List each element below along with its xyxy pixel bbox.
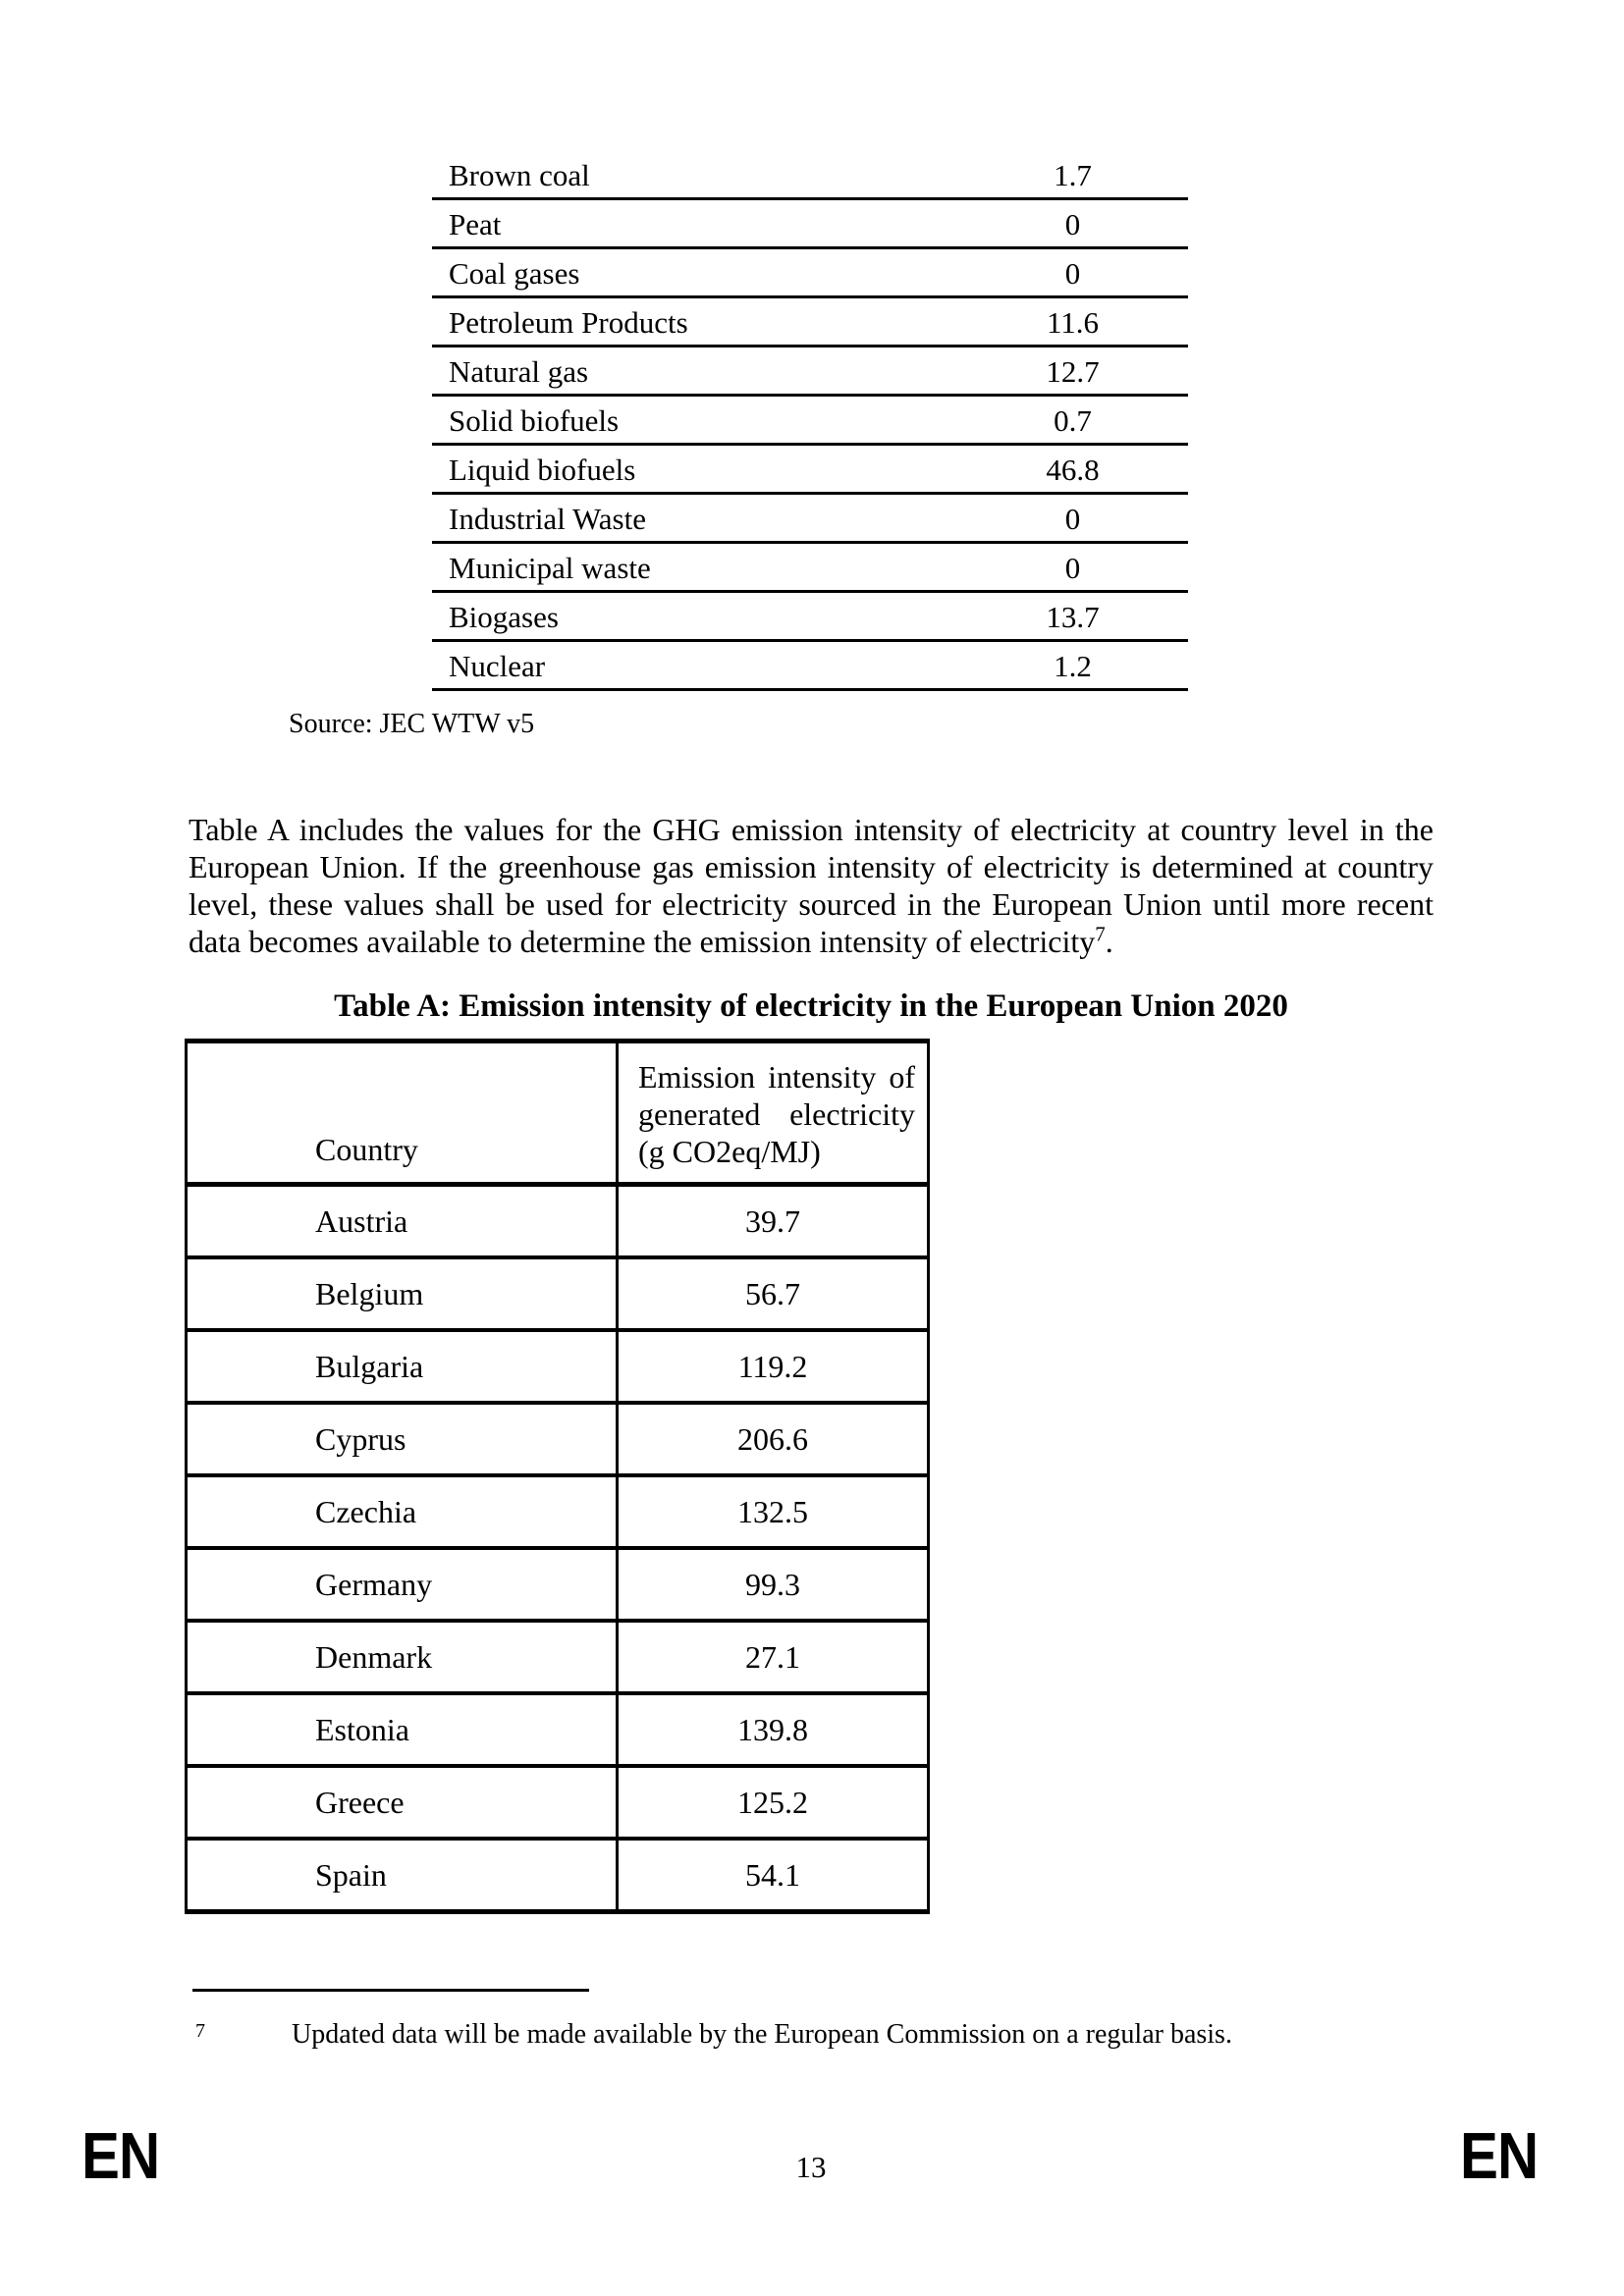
table-a-row <box>188 1695 927 1768</box>
fuel-label: Peat <box>449 207 502 241</box>
fuel-table-row <box>432 347 1188 397</box>
fuel-table-row <box>432 249 1188 298</box>
table-a-value-cell: 206.6 <box>737 1420 808 1457</box>
footnote-marker: 7 <box>195 2020 205 2042</box>
fuel-label: Natural gas <box>449 354 589 389</box>
table-a-value-cell: 56.7 <box>745 1275 800 1311</box>
fuel-table-row <box>432 397 1188 446</box>
language-marker-right: EN <box>1460 2119 1539 2193</box>
table-a-header-emission-line: Emission intensity of <box>638 1059 915 1095</box>
table-a-row <box>188 1405 927 1477</box>
table-a-row <box>188 1477 927 1550</box>
table-a-row <box>188 1841 927 1909</box>
fuel-value: 11.6 <box>1046 305 1100 340</box>
table-a-header-row <box>188 1043 927 1187</box>
fuel-label: Petroleum Products <box>449 305 688 340</box>
table-a-country-cell: Belgium <box>188 1259 619 1328</box>
table-a-value-cell: 119.2 <box>737 1348 808 1384</box>
fuel-value: 1.2 <box>1054 649 1092 683</box>
table-a-country-cell: Cyprus <box>188 1405 619 1473</box>
language-marker-left: EN <box>81 2119 160 2193</box>
table-a-country-cell: Germany <box>188 1550 619 1619</box>
table-a-country-cell: Czechia <box>188 1477 619 1546</box>
fuel-value: 13.7 <box>1046 600 1100 634</box>
fuel-label: Nuclear <box>449 649 546 683</box>
fuel-table-row <box>432 151 1188 200</box>
table-a-header-emission-cell <box>619 1043 927 1182</box>
table-a-header-emission-line: (g CO2eq/MJ) <box>638 1134 821 1169</box>
fuel-value: 1.7 <box>1054 158 1092 192</box>
fuel-table-row <box>432 544 1188 593</box>
fuel-value: 12.7 <box>1046 354 1100 389</box>
table-a-country-cell: Bulgaria <box>188 1332 619 1401</box>
fuel-value: 0 <box>1064 256 1081 291</box>
table-a-value-cell: 27.1 <box>745 1638 800 1675</box>
table-a-country-cell: Estonia <box>188 1695 619 1764</box>
table-a-country-cell: Spain <box>188 1841 619 1909</box>
table-a-row <box>188 1768 927 1841</box>
table-a-country-cell: Austria <box>188 1187 619 1255</box>
fuel-table-row <box>432 298 1188 347</box>
table-a-country-cell: Greece <box>188 1768 619 1837</box>
paragraph-last-line-tail: . <box>1105 924 1113 959</box>
body-paragraph <box>189 811 1434 960</box>
fuel-label: Liquid biofuels <box>449 453 636 487</box>
fuel-value: 46.8 <box>1046 453 1100 487</box>
table-a-value-cell: 99.3 <box>745 1566 800 1602</box>
table-a-row <box>188 1623 927 1695</box>
fuel-value: 0 <box>1064 207 1081 241</box>
fuel-table-row <box>432 593 1188 642</box>
table-a-header-country-label: Country <box>315 1132 418 1167</box>
table-a-value-cell: 139.8 <box>737 1711 808 1747</box>
table-a-value-cell: 125.2 <box>737 1784 808 1820</box>
table-a-row <box>188 1187 927 1259</box>
table-a-value-cell: 132.5 <box>737 1493 808 1529</box>
fuel-table-row <box>432 446 1188 495</box>
fuel-table-row <box>432 495 1188 544</box>
table-a-header-country-cell <box>188 1043 619 1182</box>
paragraph-line: level, these values shall be used for electricity sourced in the European Union until more recent <box>189 886 1434 922</box>
table-a-value-cell: 39.7 <box>745 1202 800 1239</box>
footnote-text: Updated data will be made available by the European Commission on a regular basis. <box>292 2019 1232 2050</box>
fuel-value: 0 <box>1064 502 1081 536</box>
footnote <box>195 2018 1374 2052</box>
page-number: 13 <box>795 2150 827 2184</box>
paragraph-last-line-text: data becomes available to determine the emission intensity of electricity <box>189 924 1096 959</box>
source-note: Source: JEC WTW v5 <box>289 709 535 739</box>
table-a-body <box>188 1187 927 1909</box>
fuel-value: 0.7 <box>1054 403 1092 438</box>
fuel-value: 0 <box>1064 551 1081 585</box>
footnote-reference: 7 <box>1095 922 1106 946</box>
paragraph-line: Table A includes the values for the GHG emission intensity of electricity at country level in the <box>189 812 1434 847</box>
paragraph-line: European Union. If the greenhouse gas emission intensity of electricity is determined at country <box>189 849 1434 884</box>
table-a-row <box>188 1259 927 1332</box>
table-a-row <box>188 1550 927 1623</box>
fuel-emission-table <box>432 151 1188 691</box>
table-a-title: Table A: Emission intensity of electricity in the European Union 2020 <box>334 988 1288 1024</box>
fuel-label: Coal gases <box>449 256 580 291</box>
table-a-country-cell: Denmark <box>188 1623 619 1691</box>
fuel-label: Industrial Waste <box>449 502 646 536</box>
table-a <box>185 1039 930 1914</box>
fuel-label: Brown coal <box>449 158 590 192</box>
fuel-label: Municipal waste <box>449 551 651 585</box>
paragraph-justified-lines <box>189 811 1434 923</box>
table-a-header-emission-line: generated electricity <box>638 1096 915 1132</box>
fuel-table-row <box>432 642 1188 691</box>
fuel-label: Solid biofuels <box>449 403 620 438</box>
table-a-row <box>188 1332 927 1405</box>
table-a-value-cell: 54.1 <box>745 1856 800 1893</box>
footnote-separator-rule <box>192 1989 589 1992</box>
paragraph-last-line <box>189 923 1434 960</box>
fuel-table-row <box>432 200 1188 249</box>
fuel-label: Biogases <box>449 600 559 634</box>
